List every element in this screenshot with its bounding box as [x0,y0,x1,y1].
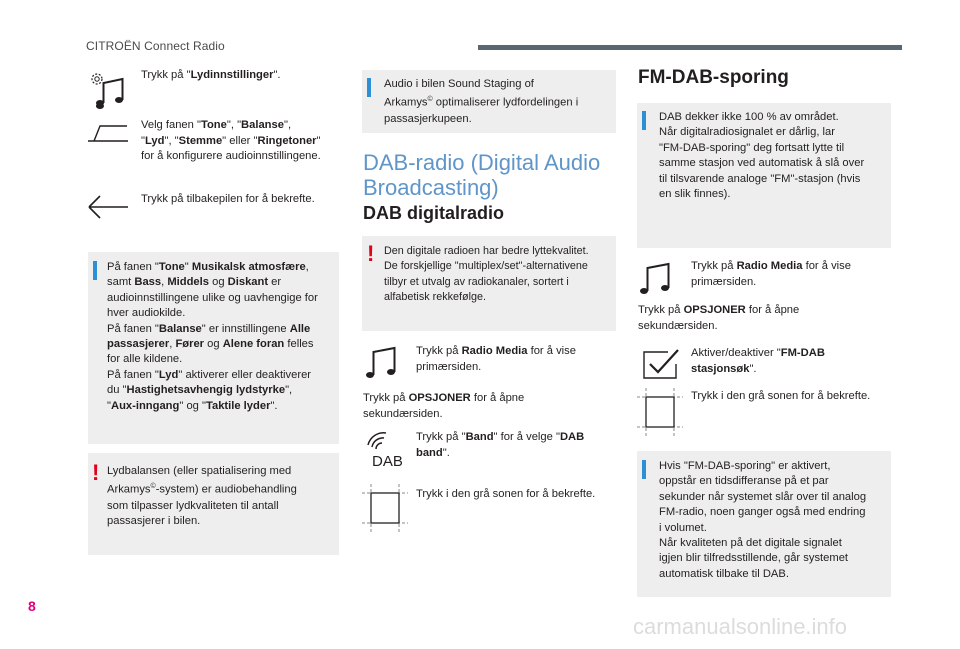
col1-warning-box [88,453,339,555]
col2-warning-box [362,236,616,331]
col3-step3-text: Aktiver/deaktiver "FM-DAB stasjonsøk". [691,347,825,375]
dab-icon-label: DAB [372,453,403,470]
back-arrow-icon [86,194,130,220]
col2-info-text: Audio i bilen Sound Staging of Arkamys© optimaliserer lydfordelingen i passasjerkupeen. [384,78,579,125]
col2-step3-text: Trykk på "Band" for å velge "DAB band". [416,431,585,459]
info-marker [93,261,97,280]
col1-step3-text: Trykk på tilbakepilen for å bekrefte. [141,193,315,205]
tab-icon [86,122,130,146]
col2-step4-text: Trykk i den grå sonen for å bekrefte. [416,488,596,500]
grey-zone-icon [362,484,408,532]
info-marker [367,78,371,97]
watermark: carmanualsonline.info [633,614,848,639]
col3-info-box [637,103,891,248]
col3-step1-text: Trykk på Radio Media for å vise primærsiden. [691,260,851,288]
section-heading-dab-digital: DAB digitalradio [363,203,505,223]
col2-warning-text: Den digitale radioen har bedre lyttekvalitet. De forskjellige "multiplex/set"-alternativene tilbyr et utvalg av radiokanaler, sortert i alfabetisk rekkefølge. [384,245,589,304]
checkbox-check-icon [640,346,682,382]
info-marker [642,111,646,130]
music-note-icon [638,262,674,296]
col3-info-text: DAB dekker ikke 100 % av området. Når digitalradiosignalet er dårlig, lar "FM-DAB-sporing" deg fortsatt lytte til samme stasjon ved automatisk å slå over til tilsvarende analoge "FM"-stasjon (hvis en slik finnes). [659,111,865,201]
page-number: 8 [28,598,36,614]
warning-icon: ! [92,460,100,485]
col3-info2-text: Hvis "FM-DAB-sporing" er aktivert, oppstår en tidsdifferanse på et par sekunder når systemet slår over til analog FM-radio, noen ganger også med endring i volumet. Når kvaliteten på det digitale signalet igjen blir tilfredsstillende, går systemet automatisk tilbake til DAB. [659,460,867,580]
dab-signal-icon [364,431,406,471]
music-note-icon [364,346,400,380]
col2-info-box [362,70,616,133]
col1-info-text: På fanen "Tone" Musikalsk atmosfære, samt Bass, Middels og Diskant er audioinnstillingene ulike og uavhengige for hver audiokilde. På fanen "Balanse" er innstillingene Alle passasjerer, Fører og Alene foran felles for alle kildene. På fanen "Lyd" aktiverer eller deaktiverer du "Hastighetsavhengig lydstyrke", "Aux-inngang" og "Taktile lyder". [107,261,318,412]
music-settings-icon [86,70,128,110]
warning-icon: ! [367,241,375,266]
info-marker [642,460,646,479]
col1-info-box [88,252,339,444]
col3-info2-box [637,451,891,597]
col1-step2-text: Velg fanen "Tone", "Balanse", "Lyd", "Stemme" eller "Ringetoner" for å konfigurere audioinnstillingene. [141,119,321,163]
section-heading-dab-radio: DAB-radio (Digital Audio Broadcasting) [363,150,601,200]
col1-warning-text: Lydbalansen (eller spatialisering med Arkamys©-system) er audiobehandling som tilpasser lydkvaliteten til antall passasjerer i bilen. [107,465,297,527]
section-heading-fm-dab: FM-DAB-sporing [638,67,789,88]
col2-step1-text: Trykk på Radio Media for å vise primærsiden. [416,345,576,373]
header-bar [478,45,902,50]
col3-step4-text: Trykk i den grå sonen for å bekrefte. [691,390,871,402]
col2-step2-text: Trykk på OPSJONER for å åpne sekundærsiden. [363,392,525,420]
col1-step1-text: Trykk på "Lydinnstillinger". [141,69,281,81]
header-title: CITROËN Connect Radio [86,39,225,53]
grey-zone-icon [637,388,683,436]
col3-step2-text: Trykk på OPSJONER for å åpne sekundærsiden. [638,304,800,332]
